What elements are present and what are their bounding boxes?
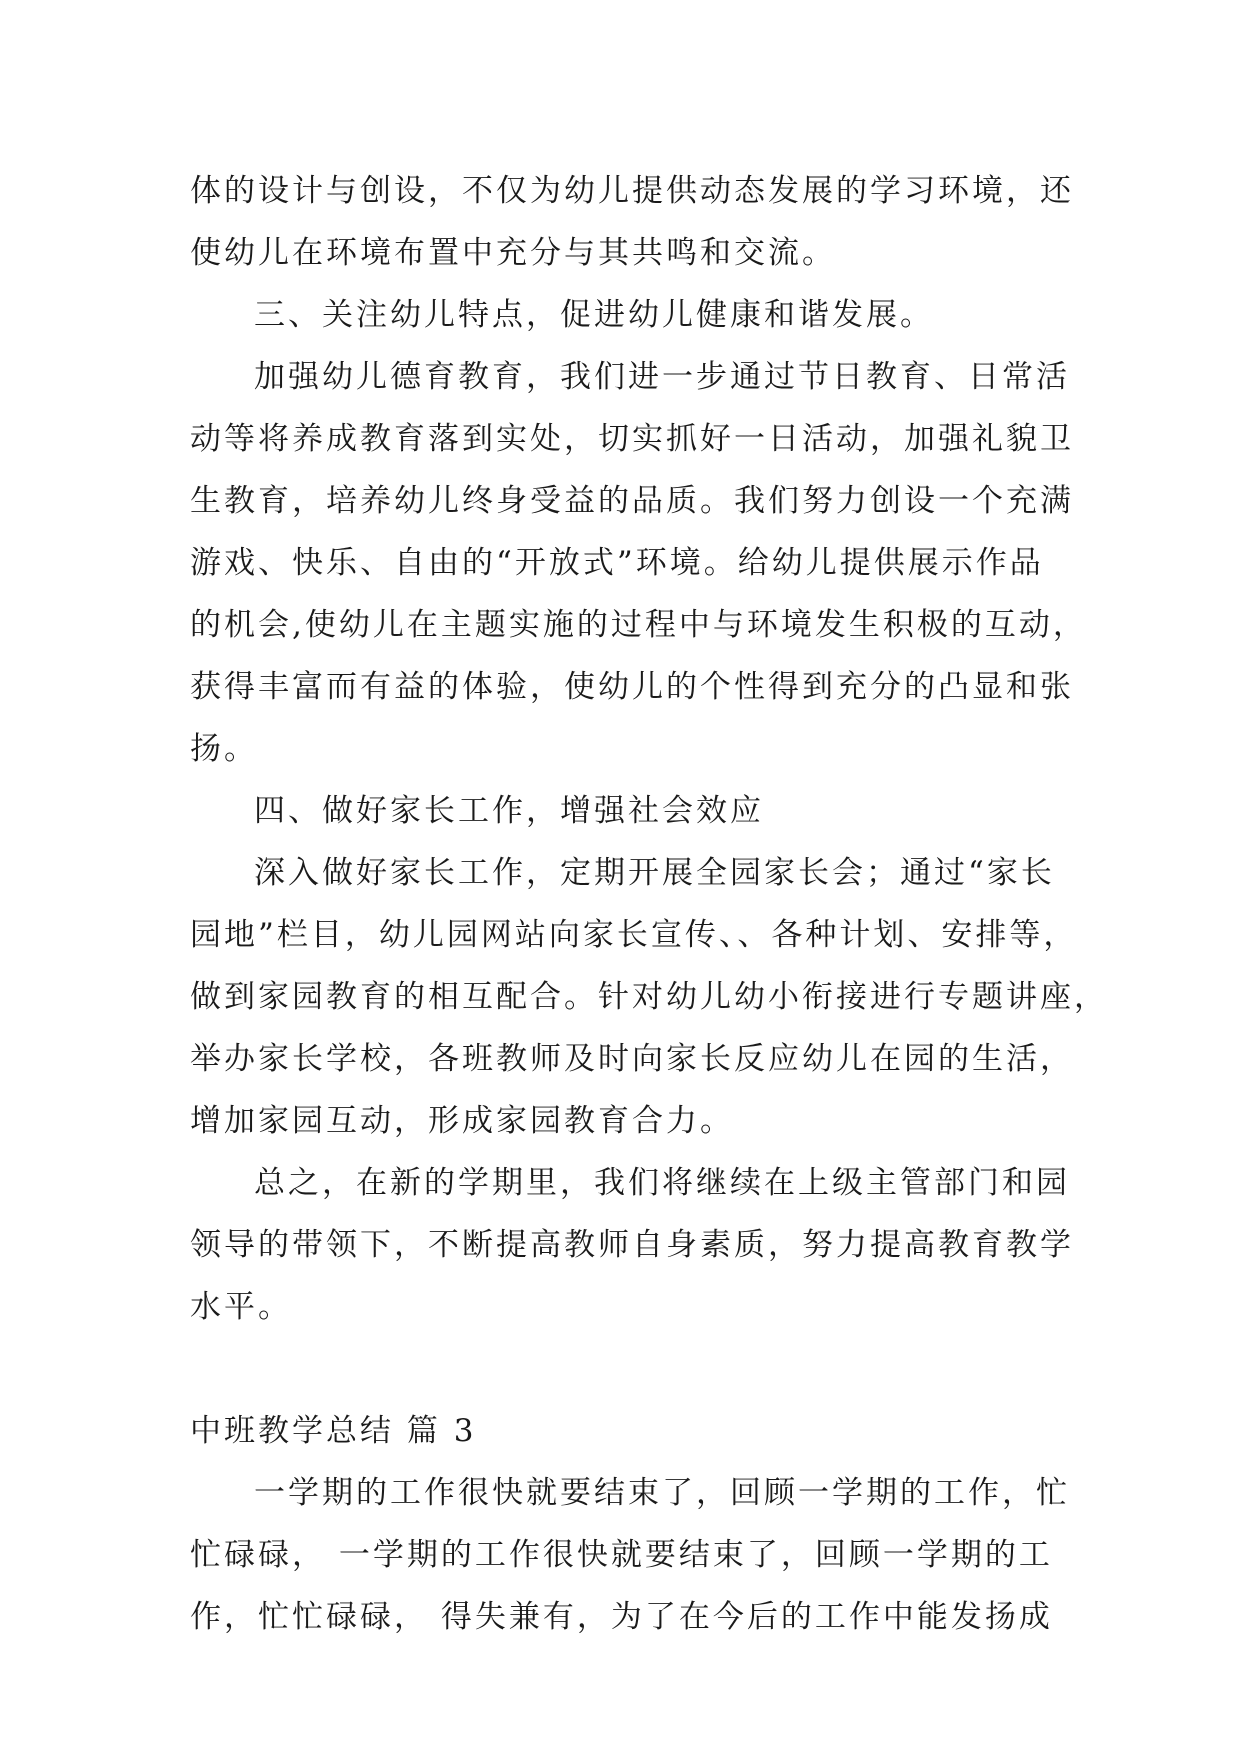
heading-text: 中班教学总结 篇 3: [190, 1413, 477, 1449]
paragraph-line: 一学期的工作很快就要结束了，回顾一学期的工作，忙: [254, 1475, 1070, 1511]
paragraph-line: 生教育，培养幼儿终身受益的品质。我们努力创设一个充满: [190, 483, 1074, 519]
paragraph-line: 增加家园互动，形成家园教育合力。: [190, 1103, 734, 1139]
paragraph-line: 加强幼儿德育教育，我们进一步通过节日教育、日常活: [254, 359, 1070, 395]
paragraph-line: 水平。: [190, 1289, 292, 1325]
paragraph-line: 四、做好家长工作，增强社会效应: [254, 793, 764, 829]
paragraph-line: 领导的带领下，不断提高教师自身素质，努力提高教育教学: [190, 1227, 1074, 1263]
paragraph: [190, 160, 1074, 284]
paragraph-line: 作，忙忙碌碌， 得失兼有，为了在今后的工作中能发扬成: [190, 1599, 1053, 1635]
paragraph-line: 游戏、快乐、自由的“开放式”环境。给幼儿提供展示作品: [190, 545, 1044, 581]
section-heading: [190, 1400, 1070, 1462]
paragraph-line: 体的设计与创设，不仅为幼儿提供动态发展的学习环境，还: [190, 173, 1074, 209]
paragraph: [190, 346, 1087, 780]
paragraph-line: 深入做好家长工作，定期开展全园家长会；通过“家长: [254, 855, 1055, 891]
paragraph: [190, 842, 1108, 1152]
paragraph-line: 举办家长学校，各班教师及时向家长反应幼儿在园的生活，: [190, 1041, 1074, 1077]
paragraph-line: 获得丰富而有益的体验，使幼儿的个性得到充分的凸显和张: [190, 669, 1074, 705]
paragraph: [190, 284, 1070, 346]
paragraph-line: 三、关注幼儿特点，促进幼儿健康和谐发展。: [254, 297, 934, 333]
section-spacer: [190, 1338, 1070, 1400]
paragraph-line: 做到家园教育的相互配合。针对幼儿幼小衔接进行专题讲座，: [190, 979, 1108, 1015]
paragraph: [190, 1462, 1070, 1648]
paragraph-line: 的机会,使幼儿在主题实施的过程中与环境发生积极的互动，: [190, 607, 1087, 643]
paragraph: [190, 780, 1070, 842]
paragraph-line: 园地”栏目，幼儿园网站向家长宣传、、各种计划、安排等，: [190, 917, 1078, 953]
paragraph: [190, 1152, 1074, 1338]
paragraph-line: 使幼儿在环境布置中充分与其共鸣和交流。: [190, 235, 836, 271]
paragraph-line: 总之，在新的学期里，我们将继续在上级主管部门和园: [254, 1165, 1070, 1201]
paragraph-line: 动等将养成教育落到实处，切实抓好一日活动，加强礼貌卫: [190, 421, 1074, 457]
paragraph-line: 扬。: [190, 731, 258, 767]
paragraph-line: 忙碌碌， 一学期的工作很快就要结束了，回顾一学期的工: [190, 1537, 1053, 1573]
document-body: [190, 160, 1108, 1648]
